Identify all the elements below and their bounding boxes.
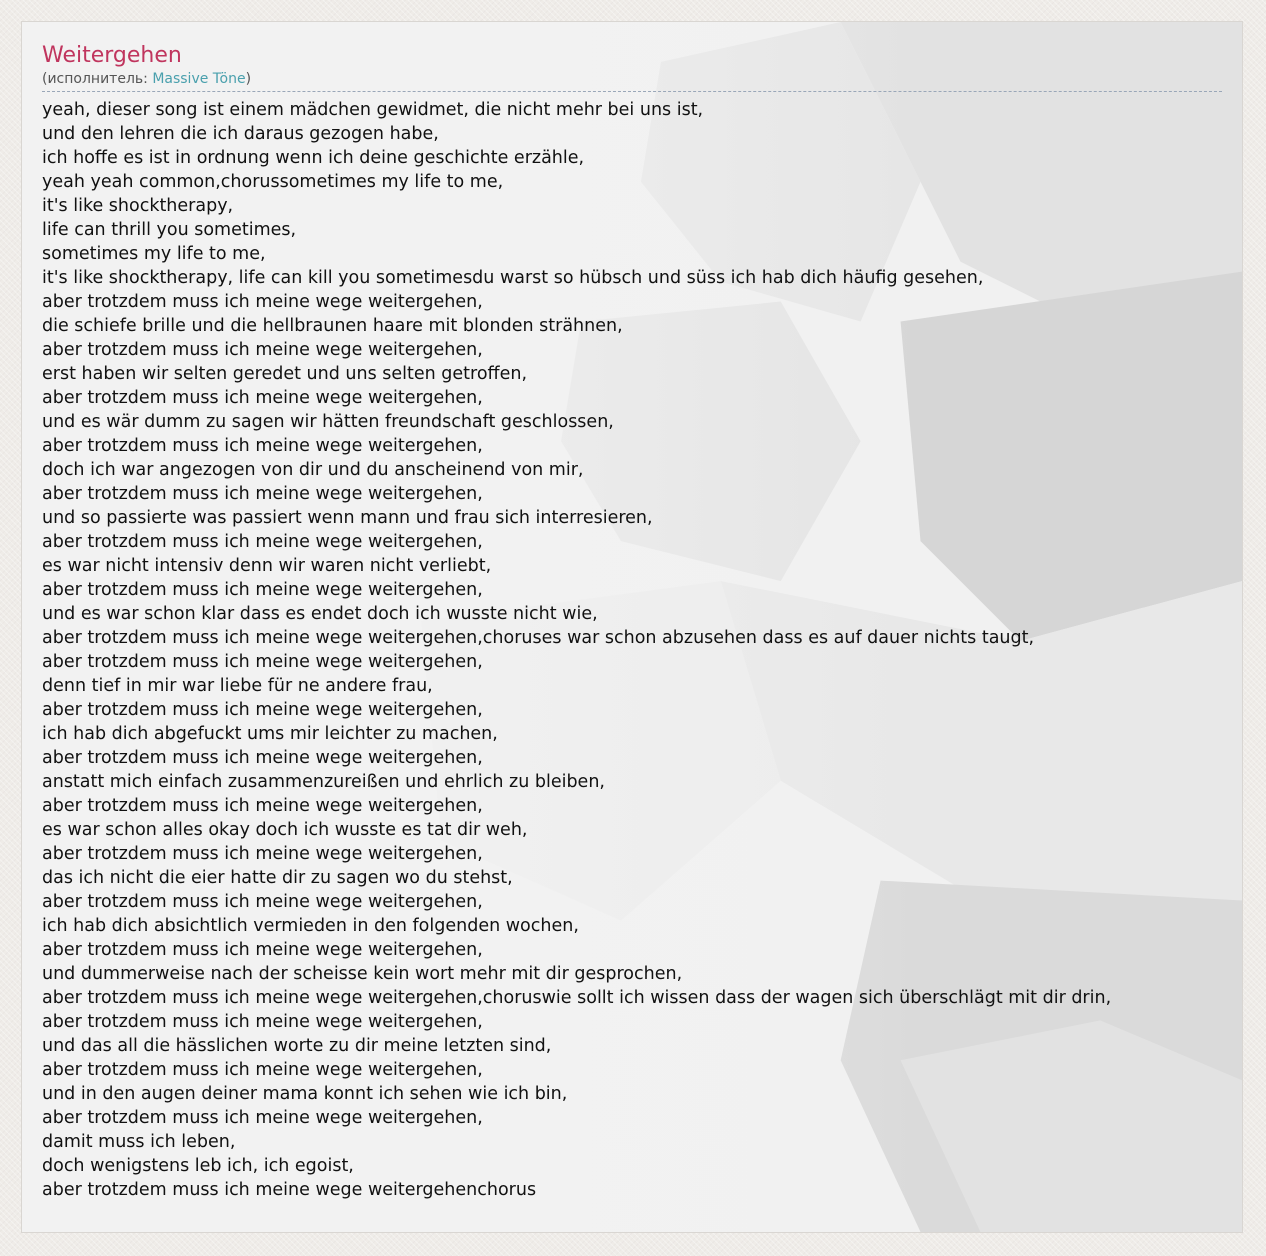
- song-title: Weitergehen: [42, 43, 182, 68]
- lyric-line: ich hab dich absichtlich vermieden in den folgenden wochen,: [42, 916, 579, 936]
- lyric-line: erst haben wir selten geredet und uns selten getroffen,: [42, 364, 528, 384]
- lyric-line: aber trotzdem muss ich meine wege weitergehen,: [42, 796, 483, 816]
- title-divider: [42, 91, 1222, 92]
- lyric-line: yeah, dieser song ist einem mädchen gewidmet, die nicht mehr bei uns ist,: [42, 100, 704, 120]
- lyric-line: und es war schon klar dass es endet doch ich wusste nicht wie,: [42, 604, 598, 624]
- lyric-line: damit muss ich leben,: [42, 1132, 236, 1152]
- lyric-line: denn tief in mir war liebe für ne andere frau,: [42, 676, 433, 696]
- lyric-line: aber trotzdem muss ich meine wege weitergehen,: [42, 484, 483, 504]
- lyric-line: it's like shocktherapy, life can kill you sometimesdu warst so hübsch und süss ich hab dich häufig gesehen,: [42, 268, 984, 288]
- lyric-line: und den lehren die ich daraus gezogen habe,: [42, 124, 439, 144]
- lyric-line: aber trotzdem muss ich meine wege weitergehen,choruses war schon abzusehen dass es auf dauer nichts taugt,: [42, 628, 1035, 648]
- lyric-line: aber trotzdem muss ich meine wege weitergehen,: [42, 580, 483, 600]
- lyric-line: aber trotzdem muss ich meine wege weitergehen,: [42, 1060, 483, 1080]
- lyric-line: aber trotzdem muss ich meine wege weitergehen,: [42, 700, 483, 720]
- lyric-line: aber trotzdem muss ich meine wege weitergehen,: [42, 532, 483, 552]
- lyric-line: doch wenigstens leb ich, ich egoist,: [42, 1156, 354, 1176]
- lyric-line: aber trotzdem muss ich meine wege weitergehen,: [42, 292, 483, 312]
- lyric-line: es war nicht intensiv denn wir waren nicht verliebt,: [42, 556, 492, 576]
- artist-prefix: (исполнитель:: [42, 71, 153, 87]
- artist-suffix: ): [245, 71, 252, 87]
- artist-link[interactable]: Massive Töne: [152, 71, 246, 87]
- lyric-line: doch ich war angezogen von dir und du anscheinend von mir,: [42, 460, 584, 480]
- lyric-line: it's like shocktherapy,: [42, 196, 234, 216]
- lyric-line: life can thrill you sometimes,: [42, 220, 297, 240]
- song-content: [42, 42, 1222, 1202]
- lyric-line: die schiefe brille und die hellbraunen haare mit blonden strähnen,: [42, 316, 623, 336]
- lyric-line: aber trotzdem muss ich meine wege weitergehen,: [42, 340, 483, 360]
- lyric-line: und das all die hässlichen worte zu dir meine letzten sind,: [42, 1036, 552, 1056]
- lyric-line: das ich nicht die eier hatte dir zu sagen wo du stehst,: [42, 868, 513, 888]
- lyric-line: es war schon alles okay doch ich wusste es tat dir weh,: [42, 820, 528, 840]
- lyric-line: aber trotzdem muss ich meine wege weitergehen,: [42, 940, 483, 960]
- lyric-line: aber trotzdem muss ich meine wege weitergehen,: [42, 436, 483, 456]
- lyric-line: und dummerweise nach der scheisse kein wort mehr mit dir gesprochen,: [42, 964, 683, 984]
- lyric-line: aber trotzdem muss ich meine wege weitergehen,: [42, 844, 483, 864]
- lyric-line: aber trotzdem muss ich meine wege weitergehen,: [42, 892, 483, 912]
- lyric-line: und in den augen deiner mama konnt ich sehen wie ich bin,: [42, 1084, 568, 1104]
- lyric-line: aber trotzdem muss ich meine wege weitergehen,: [42, 1108, 483, 1128]
- artist-line: [42, 70, 1222, 88]
- lyric-line: aber trotzdem muss ich meine wege weitergehen,: [42, 652, 483, 672]
- lyric-line: und so passierte was passiert wenn mann und frau sich interresieren,: [42, 508, 653, 528]
- lyric-line: anstatt mich einfach zusammenzureißen und ehrlich zu bleiben,: [42, 772, 605, 792]
- lyric-line: aber trotzdem muss ich meine wege weitergehen,: [42, 1012, 483, 1032]
- lyrics-card: [21, 21, 1243, 1233]
- lyrics-text: [42, 98, 1222, 1202]
- lyric-line: aber trotzdem muss ich meine wege weitergehen,: [42, 748, 483, 768]
- lyric-line: aber trotzdem muss ich meine wege weitergehen,: [42, 388, 483, 408]
- lyric-line: aber trotzdem muss ich meine wege weitergehenchorus: [42, 1180, 537, 1200]
- lyric-line: aber trotzdem muss ich meine wege weitergehen,choruswie sollt ich wissen dass der wagen sich überschlägt mit dir drin,: [42, 988, 1112, 1008]
- lyric-line: yeah yeah common,chorussometimes my life to me,: [42, 172, 504, 192]
- lyric-line: und es wär dumm zu sagen wir hätten freundschaft geschlossen,: [42, 412, 614, 432]
- lyric-line: sometimes my life to me,: [42, 244, 266, 264]
- lyric-line: ich hoffe es ist in ordnung wenn ich deine geschichte erzähle,: [42, 148, 585, 168]
- lyric-line: ich hab dich abgefuckt ums mir leichter zu machen,: [42, 724, 498, 744]
